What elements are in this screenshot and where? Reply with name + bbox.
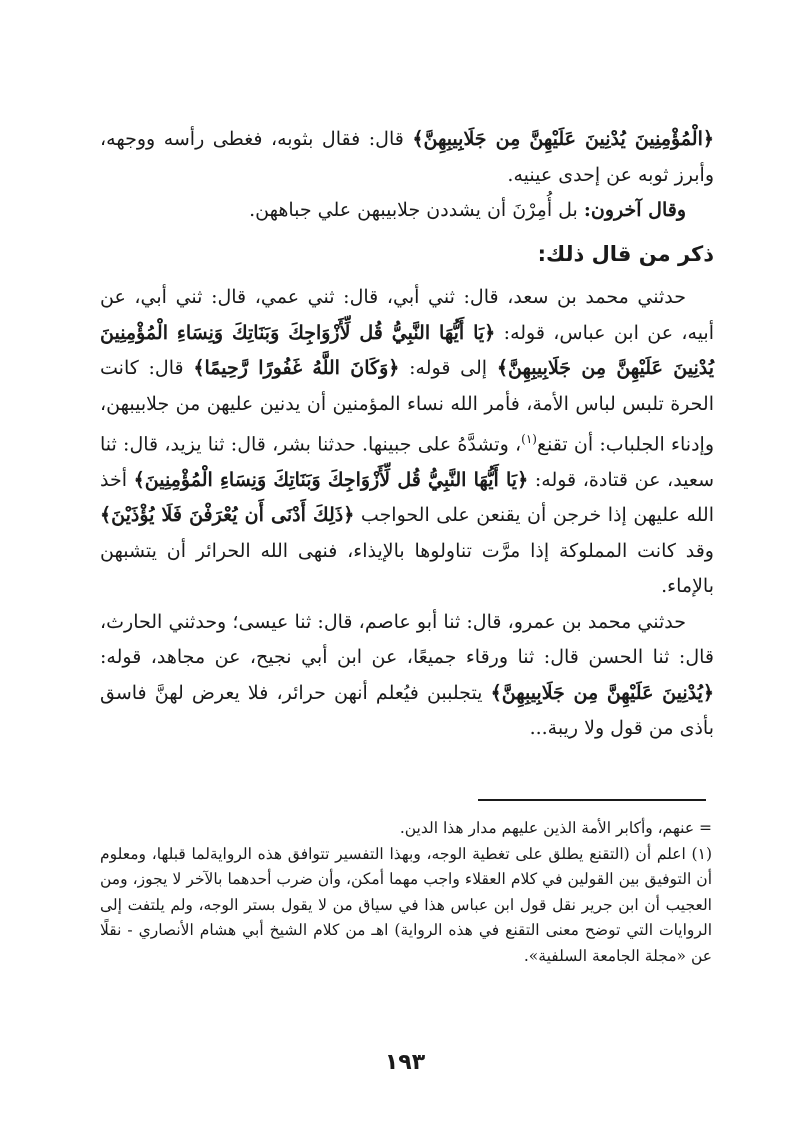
paragraph-3	[100, 280, 714, 605]
paragraph-text: يتجلببن فيُعلم أنهن حرائر، فلا يعرض لهنَّ فاسق بأذى من قول ولا ريبة...	[100, 681, 714, 740]
paragraph-text: ، وتشدَّهُ على جبينها. حدثنا بشر، قال: ثنا يزيد، قال: ثنا سعيد، عن قتادة، قوله:	[100, 433, 714, 491]
section-heading: ذكر من قال ذلك:	[537, 241, 714, 266]
paragraph-text: أخذ الله عليهن إذا خرجن أن يقنعن على الحواجب	[100, 468, 714, 527]
footnote-continuation: = عنهم، وأكابر الأمة الذين عليهم مدار هذا الدين.	[399, 819, 712, 837]
paragraph-text: قال: فقال بثوبه، فغطى رأسه ووجهه، وأبرز ثوبه عن إحدى عينيه.	[100, 128, 714, 186]
page-number: ١٩٣	[384, 1050, 426, 1075]
paragraph-text: بل أُمِرْنَ أن يشددن جلابيبهن علي جباههن.	[249, 199, 584, 221]
paragraph-text: حدثني محمد بن سعد، قال: ثني أبي، قال: ثني عمي، قال: ثني أبي، عن أبيه، عن ابن عباس، قوله:	[100, 286, 715, 344]
quran-quote: ﴿ذَلِكَ أَدْنَى أَن يُعْرَفْنَ فَلَا يُؤْذَيْنَ﴾	[100, 504, 355, 527]
footnote-1: (١) اعلم أن (التقنع يطلق على تغطية الوجه، وبهذا التفسير تتوافق هذه الروايةلما قبلها، ومعلوم أن التوفيق بين القولين في كلام العقلاء واجب مهما أمكن، وأن ضرب أحدهما بالآخر لا يجوز، ومن العجيب أن ابن جرير نقل قول ابن عباس هذا في سياق من لا يقول بستر الوجه، ولم يلتفت إلى الروايات التي توضح معنى التقنع في هذه الرواية) اهـ من كلام الشيخ أبي هشام الأنصاري - نقلًا عن «مجلة الجامعة السلفية».	[100, 844, 712, 965]
quran-quote: ﴿وَكَانَ اللَّهُ غَفُورًا رَّحِيمًا﴾	[193, 357, 400, 379]
paragraph-text: حدثني محمد بن عمرو، قال: ثنا أبو عاصم، قال: ثنا عيسى؛ وحدثني الحارث، قال: ثنا الحسن قال: ثنا ورقاء جميعًا، عن ابن أبي نجيح، عن مجاهد، قوله:	[100, 610, 714, 669]
paragraph-text: قال: كانت الحرة تلبس لباس الأمة، فأمر الله نساء المؤمنين أن يدنين عليهن من جلابيبهن، وإدناء الجلباب: أن تقنع	[100, 357, 714, 456]
footnote-divider	[478, 799, 706, 801]
paragraph-1	[100, 122, 714, 193]
paragraph-text: وقد كانت المملوكة إذا مرَّت تناولوها بالإيذاء، فنهى الله الحرائر أن يتشبهن بالإماء.	[100, 539, 714, 598]
quran-quote: ﴿يُدْنِينَ عَلَيْهِنَّ مِن جَلَابِيبِهِنَّ﴾	[490, 681, 715, 704]
speaker-label: وقال آخرون:	[583, 199, 686, 221]
paragraph-2	[100, 193, 714, 229]
quran-quote: ﴿يَا أَيُّهَا النَّبِيُّ قُل لِّأَزْوَاجِكَ وَبَنَاتِكَ وَنِسَاءِ الْمُؤْمِنِينَ﴾	[133, 468, 529, 491]
footnotes	[100, 816, 712, 969]
quran-quote: ﴿الْمُؤْمِنِينَ يُدْنِينَ عَلَيْهِنَّ مِن جَلَابِيبِهِنَّ﴾	[412, 128, 714, 150]
main-text	[100, 122, 714, 747]
quran-quote: ﴿يَا أَيُّهَا النَّبِيُّ قُل لِّأَزْوَاجِكَ وَبَنَاتِكَ وَنِسَاءِ الْمُؤْمِنِينَ يُدْنِينَ عَلَيْهِنَّ مِن جَلَابِيبِهِنَّ﴾	[100, 321, 714, 379]
footnote-reference[interactable]: (١)	[521, 432, 537, 446]
paragraph-4	[100, 605, 714, 747]
paragraph-text: إلى قوله:	[399, 357, 497, 379]
